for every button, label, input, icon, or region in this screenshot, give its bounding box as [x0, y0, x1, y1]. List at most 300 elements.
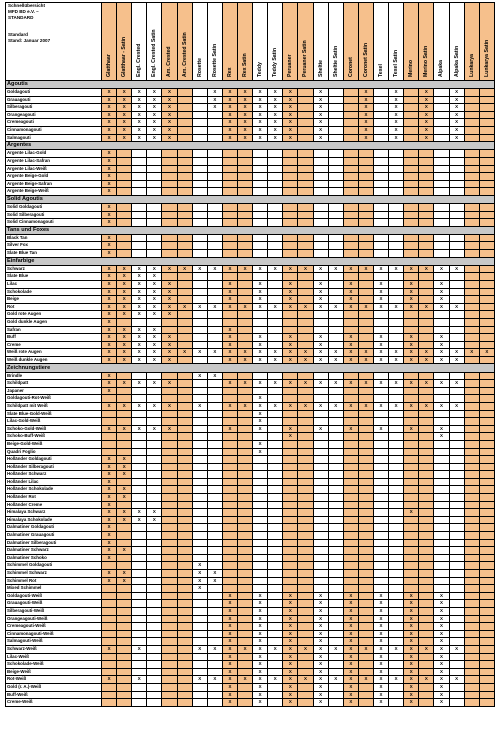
section-header-row [6, 142, 495, 150]
table-cell [192, 150, 207, 158]
table-cell [343, 273, 358, 281]
table-cell: X [102, 471, 117, 479]
table-cell [358, 341, 373, 349]
table-cell [389, 311, 404, 319]
table-cell [449, 334, 464, 342]
table-cell: X [102, 150, 117, 158]
table-cell: X [343, 699, 358, 707]
table-cell [358, 661, 373, 669]
section-header-row [6, 257, 495, 265]
table-cell [177, 471, 192, 479]
title-line: Stand: Januar 2007 [8, 38, 51, 44]
table-cell: X [404, 653, 419, 661]
table-row [6, 165, 495, 173]
table-cell [268, 623, 283, 631]
table-cell: X [222, 600, 237, 608]
table-cell: X [222, 668, 237, 676]
table-cell [313, 440, 328, 448]
table-cell [253, 516, 268, 524]
table-cell: X [419, 119, 434, 127]
table-cell [192, 410, 207, 418]
table-cell [192, 463, 207, 471]
table-cell [237, 539, 252, 547]
table-cell [358, 570, 373, 578]
column-header-label: Sheltie [317, 59, 324, 77]
table-cell [177, 96, 192, 104]
table-cell [464, 296, 479, 304]
table-cell [419, 509, 434, 517]
table-cell: X [358, 127, 373, 135]
table-cell [479, 615, 494, 623]
table-cell [177, 524, 192, 532]
table-cell: X [222, 661, 237, 669]
table-cell: X [102, 242, 117, 250]
table-cell [207, 134, 222, 142]
table-cell [298, 410, 313, 418]
table-cell [162, 661, 177, 669]
table-cell [162, 524, 177, 532]
title-line: Schnellübersicht [8, 3, 46, 8]
table-cell [117, 440, 132, 448]
section-title: Argentes [6, 142, 495, 150]
column-header-label: Lunkarya [468, 53, 475, 77]
table-cell [373, 539, 388, 547]
table-cell [298, 180, 313, 188]
table-cell [268, 425, 283, 433]
table-cell [434, 204, 449, 212]
table-cell [389, 478, 404, 486]
table-cell [358, 188, 373, 196]
table-cell: X [237, 380, 252, 388]
table-cell: X [147, 402, 162, 410]
table-cell: X [237, 645, 252, 653]
table-cell [147, 387, 162, 395]
table-cell [132, 570, 147, 578]
table-cell [147, 173, 162, 181]
table-cell: X [237, 349, 252, 357]
table-cell [328, 524, 343, 532]
table-cell: X [117, 380, 132, 388]
table-cell [328, 134, 343, 142]
table-cell: X [117, 96, 132, 104]
table-cell [253, 173, 268, 181]
table-cell: X [253, 356, 268, 364]
table-cell [177, 119, 192, 127]
table-cell [207, 296, 222, 304]
table-cell: X [283, 341, 298, 349]
table-row [6, 204, 495, 212]
table-cell [162, 440, 177, 448]
table-cell [404, 372, 419, 380]
table-cell: X [313, 341, 328, 349]
column-header [117, 3, 132, 81]
table-cell [419, 418, 434, 426]
table-cell [479, 165, 494, 173]
table-cell [389, 433, 404, 441]
table-cell: X [343, 630, 358, 638]
table-cell [283, 372, 298, 380]
table-cell [207, 547, 222, 555]
table-cell [102, 607, 117, 615]
table-cell [237, 150, 252, 158]
table-cell: X [132, 119, 147, 127]
table-cell [237, 204, 252, 212]
table-cell [449, 440, 464, 448]
table-cell [479, 448, 494, 456]
table-cell [389, 165, 404, 173]
table-cell [177, 661, 192, 669]
table-cell [449, 433, 464, 441]
table-cell [313, 173, 328, 181]
table-cell [328, 425, 343, 433]
table-cell [222, 318, 237, 326]
table-cell: X [162, 89, 177, 97]
table-cell [162, 433, 177, 441]
table-cell [389, 440, 404, 448]
table-cell: X [373, 615, 388, 623]
column-header-label: Coronet Satin [362, 42, 369, 77]
table-cell: X [147, 516, 162, 524]
table-cell [358, 653, 373, 661]
table-cell [283, 524, 298, 532]
table-cell: X [434, 380, 449, 388]
table-cell: X [253, 448, 268, 456]
table-row [6, 372, 495, 380]
table-row [6, 691, 495, 699]
table-cell [102, 630, 117, 638]
table-cell [343, 89, 358, 97]
table-cell [449, 691, 464, 699]
table-cell: X [177, 349, 192, 357]
column-header-label: Texel Satin [393, 49, 400, 77]
table-cell [343, 524, 358, 532]
table-cell [177, 448, 192, 456]
table-cell [207, 273, 222, 281]
table-cell: X [283, 699, 298, 707]
table-row [6, 303, 495, 311]
row-label: Japaner [6, 387, 102, 395]
table-cell: X [253, 440, 268, 448]
table-cell [479, 653, 494, 661]
table-cell: X [419, 356, 434, 364]
table-cell [434, 111, 449, 119]
table-cell [449, 326, 464, 334]
table-cell [449, 532, 464, 540]
table-cell [298, 494, 313, 502]
table-cell [207, 341, 222, 349]
table-cell: X [102, 127, 117, 135]
table-cell [358, 562, 373, 570]
table-cell [464, 89, 479, 97]
row-label: Dalmatiner Silberagouti [6, 539, 102, 547]
table-cell [132, 471, 147, 479]
table-cell [404, 471, 419, 479]
table-cell: X [253, 600, 268, 608]
table-cell: X [117, 265, 132, 273]
table-cell [434, 96, 449, 104]
table-cell [177, 104, 192, 112]
table-cell: X [117, 104, 132, 112]
table-cell: X [222, 425, 237, 433]
table-cell [237, 188, 252, 196]
table-cell [298, 280, 313, 288]
table-cell [222, 509, 237, 517]
table-cell [419, 334, 434, 342]
table-cell [479, 134, 494, 142]
table-cell [192, 134, 207, 142]
table-cell: X [419, 111, 434, 119]
table-cell: X [102, 134, 117, 142]
table-cell [328, 395, 343, 403]
table-cell [222, 532, 237, 540]
table-cell [147, 661, 162, 669]
column-header-label: Merino [408, 59, 415, 77]
table-cell [479, 539, 494, 547]
table-cell: X [449, 96, 464, 104]
row-label: Mixed Schimmel [6, 585, 102, 593]
table-cell [222, 570, 237, 578]
table-cell: X [162, 280, 177, 288]
table-cell [389, 585, 404, 593]
table-cell [389, 334, 404, 342]
table-cell [268, 250, 283, 258]
table-cell [328, 638, 343, 646]
table-cell [313, 516, 328, 524]
table-cell [373, 119, 388, 127]
table-cell [117, 676, 132, 684]
table-cell [268, 311, 283, 319]
table-cell [237, 387, 252, 395]
table-cell: X [328, 349, 343, 357]
table-cell: X [102, 524, 117, 532]
table-cell [449, 615, 464, 623]
table-cell [404, 204, 419, 212]
table-cell [177, 410, 192, 418]
row-label: Rot [6, 303, 102, 311]
row-label: Lilac-Weiß [6, 653, 102, 661]
table-cell [177, 486, 192, 494]
table-cell: X [373, 630, 388, 638]
table-cell [132, 554, 147, 562]
table-cell: X [222, 89, 237, 97]
table-cell [162, 562, 177, 570]
table-cell: X [434, 699, 449, 707]
table-cell [464, 668, 479, 676]
table-cell [358, 395, 373, 403]
table-cell [237, 311, 252, 319]
table-cell [328, 334, 343, 342]
table-cell [419, 173, 434, 181]
table-cell [373, 585, 388, 593]
table-cell [358, 547, 373, 555]
table-cell: X [253, 630, 268, 638]
table-cell [404, 410, 419, 418]
table-cell: X [117, 577, 132, 585]
table-cell [464, 562, 479, 570]
table-cell [434, 242, 449, 250]
table-cell [177, 173, 192, 181]
table-cell: X [283, 119, 298, 127]
table-cell: X [253, 418, 268, 426]
table-cell [102, 600, 117, 608]
table-cell: X [449, 119, 464, 127]
table-cell [147, 668, 162, 676]
table-cell [358, 668, 373, 676]
table-row [6, 486, 495, 494]
table-cell [283, 570, 298, 578]
table-cell: X [434, 691, 449, 699]
table-cell [464, 402, 479, 410]
table-cell: X [132, 509, 147, 517]
table-cell [358, 157, 373, 165]
table-cell: X [222, 111, 237, 119]
row-label: Gold dunkle Augen [6, 318, 102, 326]
table-cell [147, 433, 162, 441]
table-cell [207, 494, 222, 502]
table-cell [237, 242, 252, 250]
table-cell [237, 478, 252, 486]
table-cell [192, 592, 207, 600]
table-cell: X [313, 668, 328, 676]
table-cell: X [102, 96, 117, 104]
table-cell: X [253, 96, 268, 104]
table-cell [373, 570, 388, 578]
table-cell [117, 691, 132, 699]
table-cell [328, 600, 343, 608]
table-cell [162, 150, 177, 158]
table-cell: X [102, 645, 117, 653]
table-cell: X [373, 356, 388, 364]
table-cell [389, 234, 404, 242]
table-cell: X [222, 645, 237, 653]
table-cell [343, 577, 358, 585]
table-cell [162, 630, 177, 638]
table-cell [192, 554, 207, 562]
table-cell: X [313, 288, 328, 296]
table-cell [237, 585, 252, 593]
table-cell [343, 448, 358, 456]
table-cell [207, 592, 222, 600]
row-label: Slate Blue-Gold-Weiß [6, 410, 102, 418]
table-cell: X [419, 265, 434, 273]
table-cell [117, 683, 132, 691]
table-cell [253, 570, 268, 578]
table-cell [132, 387, 147, 395]
table-cell [147, 395, 162, 403]
table-cell [268, 395, 283, 403]
table-cell [253, 501, 268, 509]
table-cell [162, 509, 177, 517]
table-cell [298, 653, 313, 661]
table-row [6, 96, 495, 104]
table-cell [313, 509, 328, 517]
table-cell [237, 691, 252, 699]
table-cell [479, 645, 494, 653]
table-cell [464, 676, 479, 684]
table-cell [464, 509, 479, 517]
table-cell: X [389, 96, 404, 104]
table-cell [419, 653, 434, 661]
table-row [6, 180, 495, 188]
table-cell [328, 516, 343, 524]
table-cell [313, 463, 328, 471]
table-cell [404, 111, 419, 119]
table-cell: X [147, 509, 162, 517]
table-cell [313, 395, 328, 403]
table-cell [373, 501, 388, 509]
table-cell [237, 433, 252, 441]
table-cell: X [343, 600, 358, 608]
table-cell [464, 134, 479, 142]
table-cell [464, 524, 479, 532]
table-row [6, 501, 495, 509]
table-cell [464, 577, 479, 585]
table-cell: X [117, 516, 132, 524]
table-cell [298, 273, 313, 281]
table-cell [389, 486, 404, 494]
table-cell: X [253, 410, 268, 418]
table-cell [283, 410, 298, 418]
table-cell: X [117, 425, 132, 433]
table-cell [434, 410, 449, 418]
table-cell [268, 296, 283, 304]
table-cell [207, 600, 222, 608]
table-cell [253, 494, 268, 502]
table-cell [389, 638, 404, 646]
table-cell [147, 653, 162, 661]
table-cell: X [102, 273, 117, 281]
table-cell [343, 463, 358, 471]
table-cell [373, 410, 388, 418]
table-cell [313, 188, 328, 196]
table-cell [404, 273, 419, 281]
table-cell [419, 668, 434, 676]
table-cell [162, 418, 177, 426]
table-cell [268, 318, 283, 326]
row-label: Slate Blue Tan [6, 250, 102, 258]
table-cell: X [358, 119, 373, 127]
table-cell [343, 486, 358, 494]
table-cell [102, 562, 117, 570]
table-cell [177, 234, 192, 242]
table-cell [404, 570, 419, 578]
table-cell [479, 524, 494, 532]
table-cell [147, 570, 162, 578]
table-cell [207, 661, 222, 669]
row-label: Grauagouti [6, 96, 102, 104]
table-cell: X [132, 356, 147, 364]
column-header [253, 3, 268, 81]
table-row [6, 539, 495, 547]
table-cell [389, 539, 404, 547]
table-cell [222, 387, 237, 395]
table-cell [389, 630, 404, 638]
table-cell [102, 661, 117, 669]
table-cell: X [298, 265, 313, 273]
table-cell [147, 577, 162, 585]
table-cell: X [283, 645, 298, 653]
table-cell: X [313, 623, 328, 631]
table-cell [132, 501, 147, 509]
table-cell [389, 661, 404, 669]
table-cell: X [343, 623, 358, 631]
table-cell [313, 570, 328, 578]
table-cell [479, 570, 494, 578]
table-row [6, 668, 495, 676]
table-cell [464, 532, 479, 540]
table-cell [328, 188, 343, 196]
table-cell [404, 250, 419, 258]
